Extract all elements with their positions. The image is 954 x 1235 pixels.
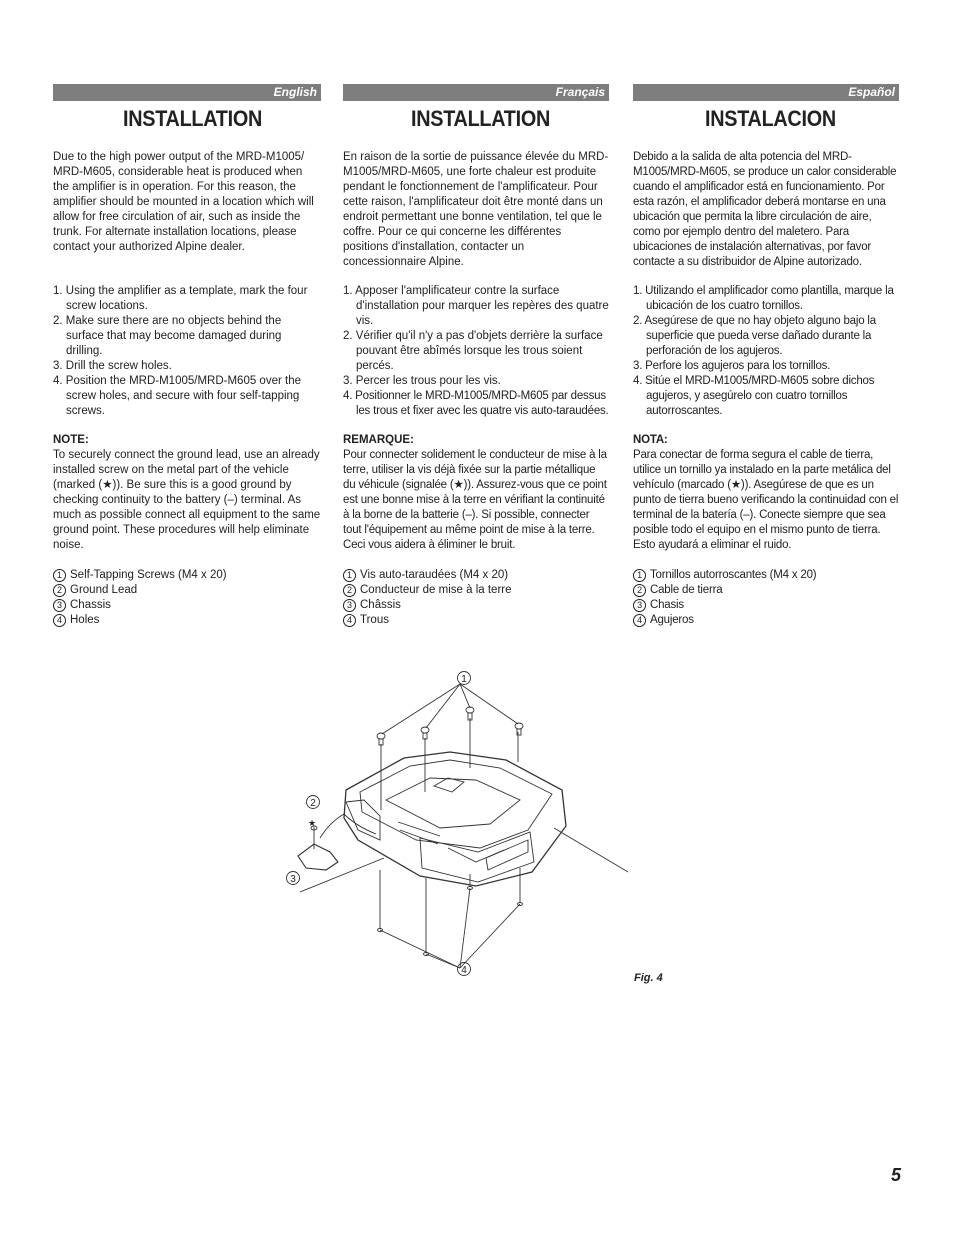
legend-list-english: [53, 568, 321, 628]
legend-item: [633, 568, 899, 583]
step-item: 3. Percer les trous pour les vis.: [343, 375, 501, 387]
legend-item: [633, 583, 899, 598]
step-item: 3. Drill the screw holes.: [53, 360, 172, 372]
legend-label: Self-Tapping Screws (M4 x 20): [70, 569, 227, 581]
note-title: NOTA:: [633, 434, 668, 446]
column-spanish: [633, 84, 899, 626]
legend-item: [53, 598, 321, 613]
callout-number: 3: [633, 599, 646, 612]
legend-item: [343, 598, 609, 613]
legend-label: Chasis: [650, 599, 684, 611]
legend-label: Châssis: [360, 599, 401, 611]
step-item: 2. Vérifier qu'il n'y a pas d'objets derrière la surface pouvant être abîmés lorsque les trous soient percés.: [343, 330, 603, 372]
step-item: 4. Sitúe el MRD-M1005/MRD-M605 sobre dichos agujeros, y asegúrelo con cuatro tornillos autorroscantes.: [633, 375, 875, 417]
callout-number: 4: [633, 614, 646, 627]
callout-number: 4: [343, 614, 356, 627]
step-item: 4. Positionner le MRD-M1005/MRD-M605 par dessus les trous et fixer avec les quatre vis auto-taraudées.: [343, 390, 609, 417]
steps-list-spanish: [633, 284, 899, 419]
note-body: Pour connecter solidement le conducteur de mise à la terre, utiliser la vis déjà fixée sur la partie métallique du véhicule (signalée (★)). Assurez-vous que ce point est une bonne mise à la terre en vérifiant la continuité à la borne de la batterie (–). Si possible, connecter tout l'équipement au même point de mise à la terre. Ceci vous aidera à éliminer le bruit.: [343, 449, 607, 551]
step-item: 2. Make sure there are no objects behind the surface that may become damaged during drilling.: [53, 315, 282, 357]
callout-4: 4: [461, 965, 467, 976]
steps-list-french: [343, 284, 609, 419]
callout-number: 1: [633, 569, 646, 582]
legend-item: [343, 568, 609, 583]
legend-label: Ground Lead: [70, 584, 138, 596]
figure-caption: Fig. 4: [634, 972, 663, 984]
note-block-spanish: [633, 433, 899, 553]
note-body: To securely connect the ground lead, use an already installed screw on the metal part of the vehicle (marked (★)). Be sure this is a good ground by checking continuity to the battery (–) terminal. As much as possible connect all equipment to the same ground point. These procedures will help eliminate noise.: [53, 449, 321, 551]
language-bar-english: English: [53, 84, 321, 101]
intro-paragraph-english: Due to the high power output of the MRD-M1005/ MRD-M605, considerable heat is produced when the amplifier is in operation. For this reason, the amplifier should be mounted in a location which will allow for free circulation of air, such as inside the trunk. For alternate installation locations, please contact your authorized Alpine dealer.: [53, 151, 314, 253]
callout-number: 2: [343, 584, 356, 597]
legend-item: [53, 568, 321, 583]
section-heading-french: INSTALLATION: [411, 106, 551, 131]
legend-label: Tornillos autorroscantes (M4 x 20): [650, 569, 817, 581]
section-heading-english: INSTALLATION: [123, 106, 263, 131]
callout-number: 3: [53, 599, 66, 612]
legend-item: [343, 583, 609, 598]
legend-label: Trous: [360, 614, 389, 626]
callout-1: 1: [461, 674, 467, 685]
legend-item: [633, 598, 899, 613]
legend-item: [53, 613, 321, 628]
legend-label: Agujeros: [650, 614, 694, 626]
note-block-english: [53, 433, 321, 553]
legend-label: Chassis: [70, 599, 111, 611]
step-item: 4. Position the MRD-M1005/MRD-M605 over the screw holes, and secure with four self-tapping screws.: [53, 375, 301, 417]
legend-label: Conducteur de mise à la terre: [360, 584, 512, 596]
step-item: 2. Asegúrese de que no hay objeto alguno bajo la superficie que pueda verse dañado durante la perforación de los agujeros.: [633, 315, 876, 357]
page-number: 5: [891, 1165, 902, 1185]
callout-number: 2: [633, 584, 646, 597]
legend-label: Vis auto-taraudées (M4 x 20): [360, 569, 509, 581]
column-english: [53, 84, 321, 626]
step-item: 1. Using the amplifier as a template, mark the four screw locations.: [53, 285, 308, 312]
note-block-french: [343, 433, 609, 553]
steps-list-english: [53, 284, 321, 419]
callout-number: 4: [53, 614, 66, 627]
step-item: 3. Perfore los agujeros para los tornillos.: [633, 360, 831, 372]
language-bar-spanish: Español: [633, 84, 899, 101]
installation-figure: [290, 662, 640, 984]
legend-label: Holes: [70, 614, 100, 626]
language-bar-french: Français: [343, 84, 609, 101]
callout-3: 3: [290, 874, 296, 885]
star-marker-icon: ★: [307, 818, 317, 828]
legend-item: [53, 583, 321, 598]
legend-label: Cable de tierra: [650, 584, 723, 596]
step-item: 1. Utilizando el amplificador como plantilla, marque la ubicación de los cuatro tornillos.: [633, 285, 894, 312]
note-title: REMARQUE:: [343, 434, 414, 446]
legend-item: [343, 613, 609, 628]
intro-paragraph-french: En raison de la sortie de puissance élevée du MRD-M1005/MRD-M605, une forte chaleur est produite pendant le fonctionnement de l'amplificateur. Pour cette raison, l'amplificateur doit être monté dans un endroit permettant une bonne ventilation, tel que le coffre. Pour ce qui concerne les différentes positions d'installation, contacter un concessionnaire Alpine.: [343, 151, 609, 268]
note-body: Para conectar de forma segura el cable de tierra, utilice un tornillo ya instalado en la parte metálica del vehículo (marcado (★)). Asegúrese de que es un punto de tierra bueno verificando la continuidad con el terminal de la batería (–). Conecte siempre que sea posible todo el equipo en el mismo punto de tierra. Esto ayudará a eliminar el ruido.: [633, 449, 899, 551]
column-french: [343, 84, 609, 626]
callout-number: 1: [343, 569, 356, 582]
legend-list-french: [343, 568, 609, 628]
step-item: 1. Apposer l'amplificateur contre la surface d'installation pour marquer les repères des quatre vis.: [343, 285, 609, 327]
note-title: NOTE:: [53, 434, 89, 446]
callout-number: 3: [343, 599, 356, 612]
legend-item: [633, 613, 899, 628]
legend-list-spanish: [633, 568, 899, 628]
callout-number: 2: [53, 584, 66, 597]
intro-paragraph-spanish: Debido a la salida de alta potencia del MRD-M1005/MRD-M605, se produce un calor considerable cuando el amplificador está en funcionamiento. Por esta razón, el amplificador deberá montarse en una ubicación que permita la libre circulación de aire, como por ejemplo dentro del maletero. Para ubicaciones de instalación alternativas, por favor contacte a su distribuidor de Alpine autorizado.: [633, 151, 897, 268]
callout-2: 2: [310, 798, 316, 809]
section-heading-spanish: INSTALACION: [705, 106, 836, 131]
callout-number: 1: [53, 569, 66, 582]
